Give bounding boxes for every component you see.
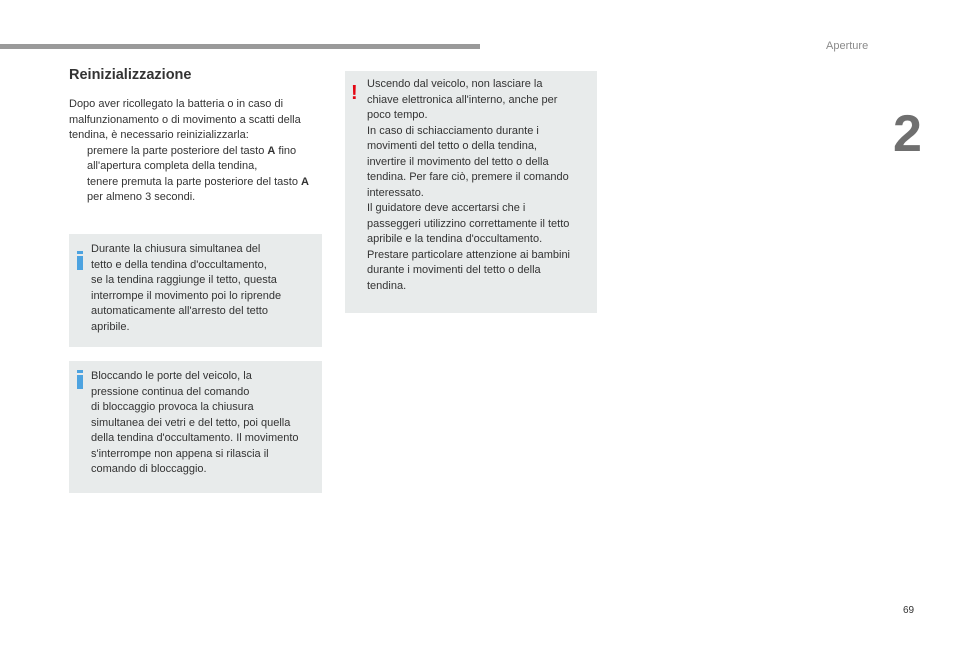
text-line: In caso di schiacciamento durante i (367, 124, 539, 137)
chapter-number: 2 (893, 105, 922, 163)
info-box-1 (69, 234, 322, 347)
section-title: Aperture (826, 40, 869, 52)
info-icon (77, 251, 83, 270)
intro-paragraph: Dopo aver ricollegato la batteria o in caso di malfunzionamento o di movimento a scatti della tendina, è necessario reinizializzarla: (69, 98, 301, 141)
text-line: poco tempo. (367, 109, 428, 121)
warning-box-text (367, 77, 591, 294)
text-line: apribile e la tendina d'occultamento. (367, 233, 543, 245)
bullet2-text-end: per almeno 3 secondi. (87, 191, 196, 203)
text-line: interessato. (367, 186, 424, 199)
bullet1-text-start: premere la parte posteriore del tasto (87, 144, 268, 157)
text-line: se la tendina raggiunge il tetto, questa (91, 274, 277, 286)
key-a-label: A (301, 175, 309, 188)
text-line: Bloccando le porte del veicolo, la (91, 370, 252, 382)
text-line: durante i movimenti del tetto o della (367, 264, 541, 276)
bullet2-text-start: tenere premuta la parte posteriore del tasto (87, 175, 302, 188)
bullet-arrow-icon (69, 144, 87, 175)
info-box-1-text (91, 242, 316, 335)
page-number: 69 (903, 605, 915, 616)
text-line: Il guidatore deve accertarsi che i (367, 202, 526, 214)
text-line: della tendina d'occultamento. Il movimento (91, 432, 299, 444)
text-line: Prestare particolare attenzione ai bambini (367, 248, 571, 261)
bullet1-text-end: fino all'apertura completa della tendina, (87, 144, 297, 172)
text-line: Durante la chiusura simultanea del (91, 243, 261, 255)
text-line: interrompe il movimento poi lo riprende (91, 289, 282, 302)
bullet-text-2 (87, 175, 327, 206)
text-line: simultanea dei vetri e del tetto, poi quella (91, 416, 291, 429)
page-heading: Reinizializzazione (69, 67, 192, 83)
header-rule (0, 44, 480, 49)
text-line: comando di bloccaggio. (91, 463, 207, 475)
bullet-arrow-icon (69, 175, 87, 206)
text-line: automaticamente all'arresto del tetto (91, 305, 268, 317)
text-line: pressione continua del comando (91, 385, 250, 398)
text-line: tendina. (367, 279, 407, 292)
text-line: di bloccaggio provoca la chiusura (91, 401, 254, 413)
key-a-label: A (267, 144, 276, 157)
bullet-item-2 (69, 175, 327, 206)
text-line: apribile. (91, 320, 130, 333)
text-line: Uscendo dal veicolo, non lasciare la (367, 78, 543, 90)
text-line: s'interrompe non appena si rilascia il (91, 447, 269, 460)
text-line: invertire il movimento del tetto o della (367, 155, 549, 168)
text-line: passeggeri utilizzino correttamente il tetto (367, 217, 570, 230)
text-line: chiave elettronica all'interno, anche per (367, 93, 558, 106)
bullet-item-1 (69, 144, 327, 175)
info-box-2 (69, 361, 322, 493)
info-icon (77, 370, 83, 389)
bullet-text-1 (87, 144, 327, 175)
warning-box (345, 71, 597, 313)
intro-section (69, 97, 327, 206)
info-box-2-text (91, 369, 316, 478)
text-line: tetto e della tendina d'occultamento, (91, 258, 267, 271)
warning-exclamation-icon: ! (351, 82, 358, 104)
text-line: movimenti del tetto o della tendina, (367, 140, 537, 152)
text-line: tendina. Per fare ciò, premere il comando (367, 171, 569, 183)
